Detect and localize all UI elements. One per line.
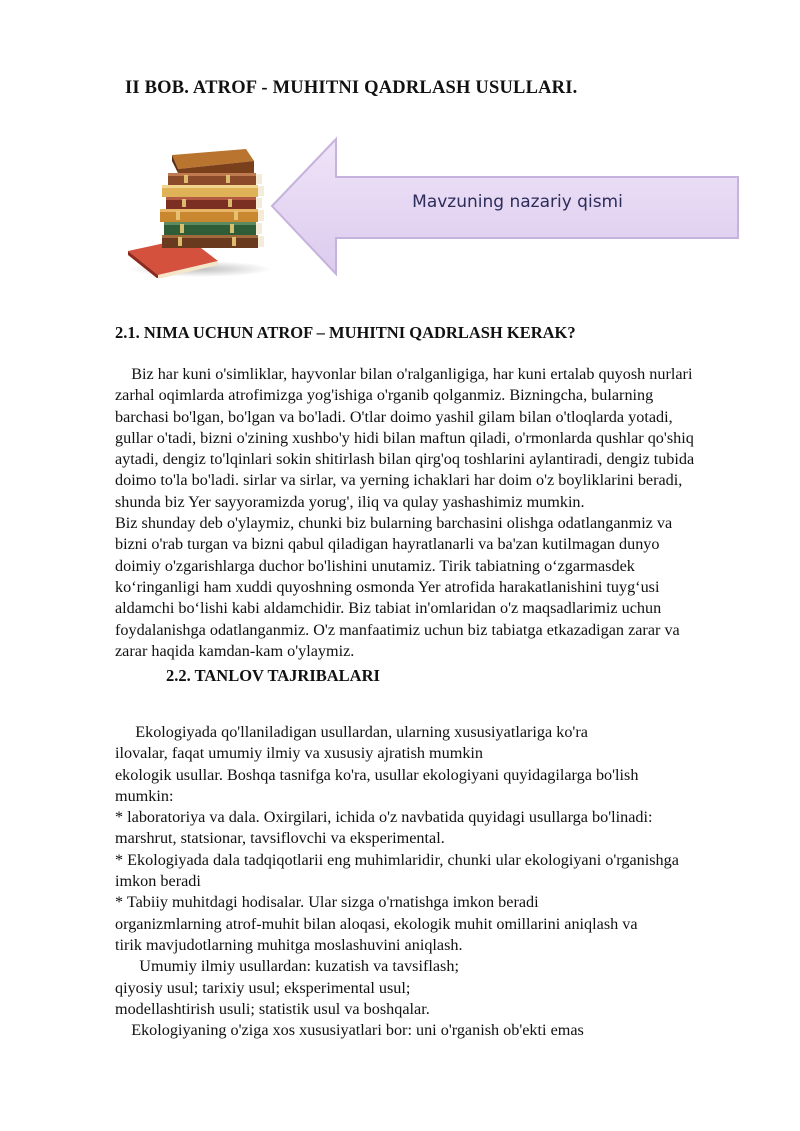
paragraph-line: * Tabiiy muhitdagi hodisalar. Ular sizga o'rnatishga imkon beradi bbox=[115, 893, 539, 912]
paragraph-line: tirik mavjudotlarning muhitga moslashuvini aniqlash. bbox=[115, 935, 463, 954]
paragraph-line: ilovalar, faqat umumiy ilmiy va xususiy ajratish mumkin bbox=[115, 744, 484, 763]
page-title: II BOB. ATROF - MUHITNI QADRLASH USULLARI. bbox=[125, 78, 578, 98]
paragraph-line: ko‘ringanligi ham xuddi quyoshning osmonda Yer atrofida harakatlanishini tuyg‘usi bbox=[115, 577, 660, 596]
paragraph-line: zarar haqida kamdan-kam o'ylaymiz. bbox=[115, 641, 355, 660]
section-heading: 2.1. NIMA UCHUN ATROF – MUHITNI QADRLASH KERAK? bbox=[115, 323, 576, 342]
paragraph-line: mumkin: bbox=[115, 786, 174, 805]
paragraph-line: gullar o'tadi, bizni o'zining xushbo'y hidi bilan maftun qiladi, o'rmonlarda qushlar qo'shiq bbox=[115, 428, 694, 447]
paragraph-line: marshrut, statsionar, tavsiflovchi va eksperimental. bbox=[115, 829, 445, 848]
paragraph-line: doimiy o'zgarishlarga duchor bo'lishini unutamiz. Tirik tabiatning o‘zgarmasdek bbox=[115, 556, 635, 575]
paragraph-line: bizni o'rab turgan va bizni qabul qiladigan hayratlanarli va ba'zan kutilmagan dunyo bbox=[115, 535, 660, 554]
paragraph-line: Umumiy ilmiy usullardan: kuzatish va tavsiflash; bbox=[115, 957, 459, 976]
banner-label: Mavzuning nazariy qismi bbox=[412, 192, 623, 212]
paragraph-line: Ekologiyada qo'llaniladigan usullardan, ularning xususiyatlariga ko'ra bbox=[115, 723, 588, 741]
paragraph-line: qiyosiy usul; tarixiy usul; eksperimental usul; bbox=[115, 978, 411, 997]
paragraph-line: Biz shunday deb o'ylaymiz, chunki biz bularning barchasini olishga odatlanganmiz va bbox=[115, 514, 673, 533]
paragraph-line: zarhal oqimlarda atrofimizga yog'ishiga o'rganib qolganmiz. Bizningcha, bularning bbox=[115, 386, 654, 405]
paragraph-line: barchasi bo'lgan, bo'lgan va bo'ladi. O'tlar doimo yashil gilam bilan o'tloqlarda yotadi, bbox=[115, 407, 673, 426]
paragraph-line: Biz har kuni o'simliklar, hayvonlar bilan o'ralganligiga, har kuni ertalab quyosh nurlari bbox=[115, 365, 693, 383]
paragraph-line: ekologik usullar. Boshqa tasnifga ko'ra, usullar ekologiyani quyidagilarga bo'lish bbox=[115, 765, 639, 784]
paragraph-line: imkon beradi bbox=[115, 872, 201, 891]
paragraph-line: organizmlarning atrof-muhit bilan aloqasi, ekologik muhit omillarini aniqlash va bbox=[115, 914, 638, 933]
paragraph-line: Ekologiyaning o'ziga xos xususiyatlari bor: uni o'rganish ob'ekti emas bbox=[115, 1021, 584, 1040]
paragraph-line: aldamchi bo‘lishi kabi aldamchidir. Biz tabiat in'omlaridan o'z maqsadlarimiz uchun bbox=[115, 599, 662, 618]
paragraph-line: modellashtirish usuli; statistik usul va boshqalar. bbox=[115, 999, 430, 1018]
paragraph-line: doimo to'la bo'ladi. sirlar va sirlar, va yerning ichaklari har doim o'z boyliklarini beradi, bbox=[115, 471, 683, 490]
section-heading: 2.2. TANLOV TAJRIBALARI bbox=[166, 666, 380, 685]
paragraph-line: shunda biz Yer sayyoramizda yorug', iliq va qulay yashashimiz mumkin. bbox=[115, 492, 585, 511]
paragraph-line: aytadi, dengiz to'lqinlari sokin shitirlash bilan qirg'oq toshlarini aylantiradi, dengiz tubida bbox=[115, 450, 695, 469]
section-2-body bbox=[115, 722, 795, 1041]
paragraph-line: * laboratoriya va dala. Oxirgilari, ichida o'z navbatida quyidagi usullarga bo'linadi: bbox=[115, 808, 653, 827]
paragraph-line: * Ekologiyada dala tadqiqotlarii eng muhimlaridir, chunki ular ekologiyani o'rganishga bbox=[115, 850, 679, 869]
paragraph-line: foydalanishga odatlanganmiz. O'z manfaatimiz uchun biz tabiatga etkazadigan zarar va bbox=[115, 620, 680, 639]
section-1-body bbox=[115, 364, 795, 662]
stack-of-books-illustration bbox=[120, 143, 275, 278]
